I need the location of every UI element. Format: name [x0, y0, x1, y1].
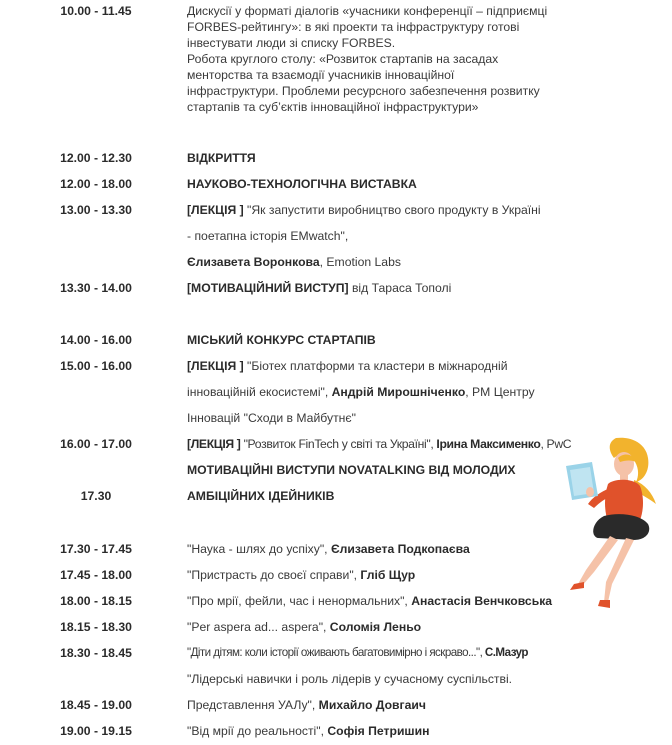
speaker-name: Гліб Щур [360, 568, 416, 582]
speaker-name: Єлизавета Воронкова [187, 255, 320, 269]
time-slot: 14.00 - 16.00 [60, 333, 132, 347]
session-description: "Від мрії до реальності", Софія Петришин [187, 724, 430, 738]
time-slot: 13.00 - 13.30 [60, 203, 132, 217]
session-tag: [ЛЕКЦІЯ ] [187, 437, 241, 451]
time-slot: 13.30 - 14.00 [60, 281, 132, 295]
session-description: Дискусії у форматі діалогів «учасники конференції – підприємці FORBES-рейтингу»: в які проекти та інфраструктуру готові інвестувати люди зі списку FORBES. Робота круглого столу: «Розвиток стартапів на засадах менторства та взаємодії учасників інноваційної інфраструктури. Проблеми ресурсного забезпечення розвитку стартапів та суб’єктів інноваційної інфраструктури» [187, 4, 548, 114]
time-slot: 17.30 - 17.45 [60, 542, 132, 556]
time-slot: 12.00 - 12.30 [60, 151, 132, 165]
time-slot: 17.45 - 18.00 [60, 568, 132, 582]
time-slot: 16.00 - 17.00 [60, 437, 132, 451]
speaker-name: Анастасія Венчковська [411, 594, 553, 608]
session-description: [ЛЕКЦІЯ ] "Розвиток FinTech у світі та Україні", Ірина Максименко, PwC [187, 437, 572, 451]
speaker-name: Ірина Максименко [436, 437, 541, 451]
time-slot: 10.00 - 11.45 [60, 4, 132, 18]
time-slot: 18.45 - 19.00 [60, 698, 132, 712]
session-tag: [МОТИВАЦІЙНИЙ ВИСТУП] [187, 281, 349, 295]
session-description: [ЛЕКЦІЯ ] "Біотех платформи та кластери в міжнародній інноваційній екосистемі", Андрій Мирошніченко, PM Центру Інновацій "Сходи в Майбутнє" [187, 359, 535, 425]
session-title: МІСЬКИЙ КОНКУРС СТАРТАПІВ [187, 333, 376, 347]
speaker-name: С.Мазур [484, 646, 528, 659]
time-slot: 18.00 - 18.15 [60, 594, 132, 608]
session-title: МОТИВАЦІЙНІ ВИСТУПИ NOVATALKING ВІД МОЛОДИХ АМБІЦІЙНИХ ІДЕЙНИКІВ [187, 463, 516, 503]
speaker-name: Софія Петришин [327, 724, 430, 738]
time-slot: 18.15 - 18.30 [60, 620, 132, 634]
time-slot: 19.00 - 19.15 [60, 724, 132, 738]
time-slot: 12.00 - 18.00 [60, 177, 132, 191]
time-slot: 15.00 - 16.00 [60, 359, 132, 373]
session-description: "Пристрасть до своєї справи", Гліб Щур [187, 568, 416, 582]
session-description: [МОТИВАЦІЙНИЙ ВИСТУП] від Тараса Тополі [187, 281, 452, 295]
session-description: Представлення УАЛу", Михайло Довгаич [187, 698, 426, 712]
session-title: ВІДКРИТТЯ [187, 151, 256, 165]
speaker-name: Михайло Довгаич [318, 698, 426, 712]
session-title: НАУКОВО-ТЕХНОЛОГІЧНА ВИСТАВКА [187, 177, 417, 191]
time-slot: 18.30 - 18.45 [60, 646, 132, 660]
speaker-name: Єлизавета Подкопаєва [330, 542, 470, 556]
time-slot: 17.30 [80, 489, 112, 503]
session-description: "Про мрії, фейли, час і ненормальних", Анастасія Венчковська [187, 594, 553, 608]
session-tag: [ЛЕКЦІЯ ] [187, 359, 244, 373]
session-description: "Per aspera ad... aspera", Соломія Леньо [187, 620, 422, 634]
session-description: "Наука - шлях до успіху", Єлизавета Подкопаєва [187, 542, 470, 556]
session-description: "Діти дітям: коли історії оживають багатовимірно і яскраво...", С.Мазур "Лідерські навички і роль лідерів у сучасному суспільстві. [187, 646, 528, 686]
speaker-name: Андрій Мирошніченко [331, 385, 466, 399]
woman-with-tablet-illustration [548, 436, 666, 614]
session-tag: [ЛЕКЦІЯ ] [187, 203, 244, 217]
session-description: [ЛЕКЦІЯ ] "Як запустити виробництво свого продукту в Україні - поетапна історія EMwatch", Єлизавета Воронкова, Emotion Labs [187, 203, 541, 269]
speaker-name: Соломія Леньо [329, 620, 422, 634]
